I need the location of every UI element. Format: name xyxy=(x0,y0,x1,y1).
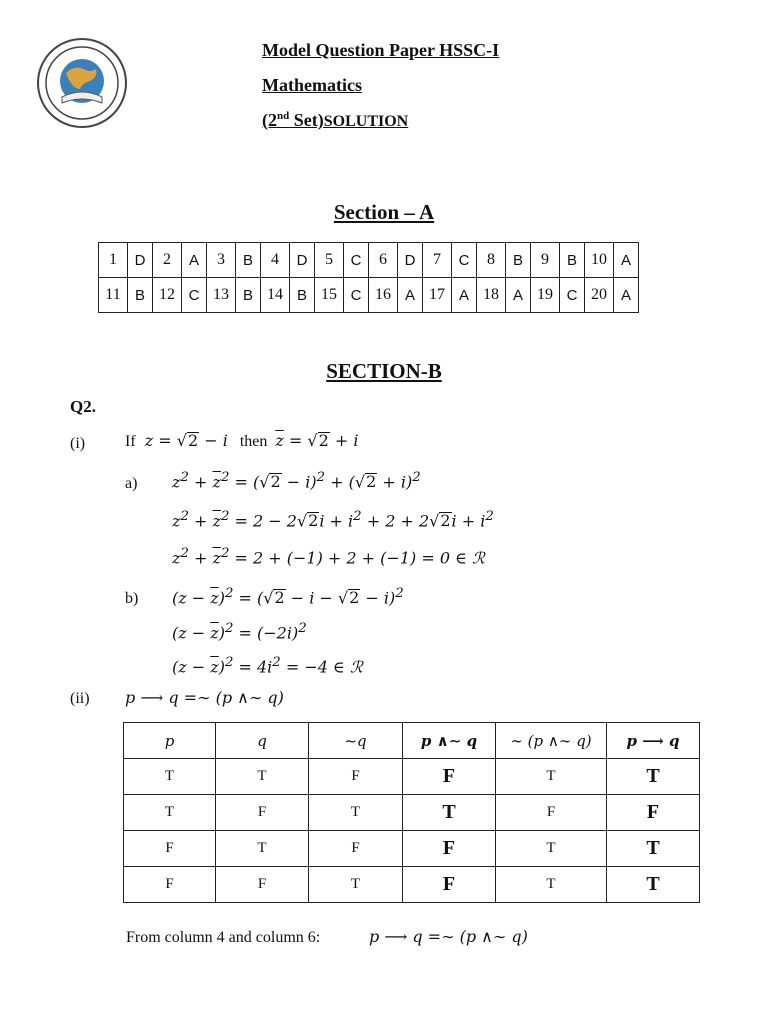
question-number: 5 xyxy=(315,243,344,278)
part-i-statement: If z = √2 − i then $\overline{z} = √2 + i$ xyxy=(125,431,359,450)
equation-b1: $(z - \overline{z})^2 = (√2 - i - √2 - i)^2$ xyxy=(172,586,404,608)
truth-cell: F xyxy=(496,795,607,831)
truth-cell: F xyxy=(607,795,700,831)
truth-cell: F xyxy=(309,831,403,867)
equation-b3: $(z - \overline{z})^2 = 4i^2 = -4$ ∈ ℛ xyxy=(172,655,363,677)
truth-cell: T xyxy=(496,759,607,795)
truth-cell: T xyxy=(607,759,700,795)
answer-letter: A xyxy=(452,278,477,313)
question-number: 16 xyxy=(369,278,398,313)
answer-letter: D xyxy=(398,243,423,278)
truth-cell: F xyxy=(403,831,496,867)
part-i-label: (i) xyxy=(70,435,86,452)
question-number: 7 xyxy=(423,243,452,278)
truth-cell: T xyxy=(216,759,309,795)
answer-row xyxy=(99,243,639,278)
if-text: If xyxy=(125,433,136,450)
question-number: 18 xyxy=(477,278,506,313)
question-number: 10 xyxy=(585,243,614,278)
question-number: 13 xyxy=(207,278,236,313)
truth-cell: T xyxy=(496,867,607,903)
answer-letter: C xyxy=(182,278,207,313)
answer-row xyxy=(99,278,639,313)
part-ii-label: (ii) xyxy=(70,690,90,707)
answer-letter: A xyxy=(614,243,639,278)
truth-table xyxy=(123,722,700,903)
truth-cell: T xyxy=(403,795,496,831)
then-text: then xyxy=(239,433,268,450)
question-number: 12 xyxy=(153,278,182,313)
question-number: 20 xyxy=(585,278,614,313)
truth-cell: F xyxy=(403,867,496,903)
truth-table-row xyxy=(124,867,700,903)
question-number: 17 xyxy=(423,278,452,313)
board-logo xyxy=(36,37,128,129)
set-number: (2 xyxy=(262,110,277,130)
answer-letter: B xyxy=(560,243,585,278)
set-suffix: nd xyxy=(277,110,290,122)
truth-cell: T xyxy=(496,831,607,867)
header-p-implies-q: p ⟶ q xyxy=(607,723,700,759)
answer-letter: A xyxy=(506,278,531,313)
truth-cell: F xyxy=(403,759,496,795)
conclusion-math: p ⟶ q =∼ (p ∧∼ q) xyxy=(369,927,528,946)
question-number: 3 xyxy=(207,243,236,278)
answer-letter: C xyxy=(344,278,369,313)
answer-letter: D xyxy=(128,243,153,278)
question-number: 1 xyxy=(99,243,128,278)
question-number: 4 xyxy=(261,243,290,278)
section-a-title: Section – A xyxy=(333,200,435,224)
question-number: 14 xyxy=(261,278,290,313)
header-not-q: ~q xyxy=(309,723,403,759)
question-number: 15 xyxy=(315,278,344,313)
truth-cell: F xyxy=(216,795,309,831)
equation-a1: $z^2 + \overline{z}^2 = (√2 - i)^2 + (√2 + i)^2$ xyxy=(172,470,421,492)
answer-letter: C xyxy=(452,243,477,278)
set-label: Set) xyxy=(289,110,324,130)
part-ii-statement: p ⟶ q =∼ (p ∧∼ q) xyxy=(125,688,284,707)
truth-cell: T xyxy=(309,795,403,831)
answer-letter: C xyxy=(560,278,585,313)
solution-label: SOLUTION xyxy=(323,113,409,130)
answer-letter: B xyxy=(506,243,531,278)
header-q: q xyxy=(216,723,309,759)
equation-a2: $z^2 + \overline{z}^2 = 2 - 2√2i + i^2 + 2 + 2√2i + i^2$ xyxy=(172,509,494,531)
set-title xyxy=(262,110,408,131)
subject-title: Mathematics xyxy=(262,75,362,95)
answer-letter: B xyxy=(290,278,315,313)
question-number: 6 xyxy=(369,243,398,278)
truth-cell: F xyxy=(309,759,403,795)
conclusion-text: From column 4 and column 6: xyxy=(126,929,321,946)
truth-cell: T xyxy=(607,867,700,903)
question-number: 11 xyxy=(99,278,128,313)
truth-cell: F xyxy=(124,831,216,867)
truth-cell: T xyxy=(309,867,403,903)
equation-b2: $(z - \overline{z})^2 = (-2i)^2$ xyxy=(172,621,307,643)
question-number: 19 xyxy=(531,278,560,313)
header-p: p xyxy=(124,723,216,759)
equation-a3: $z^2 + \overline{z}^2 = 2 + (-1) + 2 + (-1) = 0$ ∈ ℛ xyxy=(172,546,485,568)
truth-cell: F xyxy=(124,867,216,903)
truth-cell: T xyxy=(607,831,700,867)
truth-cell: T xyxy=(124,759,216,795)
header-p-and-not-q: p ∧∼ q xyxy=(403,723,496,759)
section-b-title: SECTION-B xyxy=(326,359,442,383)
truth-cell: T xyxy=(124,795,216,831)
answer-letter: D xyxy=(290,243,315,278)
question-number: 2 xyxy=(153,243,182,278)
answer-letter: A xyxy=(398,278,423,313)
answer-letter: A xyxy=(182,243,207,278)
answer-letter: A xyxy=(614,278,639,313)
paper-title: Model Question Paper HSSC-I xyxy=(262,40,500,60)
truth-table-header xyxy=(124,723,700,759)
answer-letter: C xyxy=(344,243,369,278)
answer-key-table xyxy=(98,242,639,313)
truth-cell: F xyxy=(216,867,309,903)
truth-table-row xyxy=(124,831,700,867)
question-number: 9 xyxy=(531,243,560,278)
truth-table-row xyxy=(124,795,700,831)
answer-letter: B xyxy=(236,243,261,278)
truth-table-row xyxy=(124,759,700,795)
truth-cell: T xyxy=(216,831,309,867)
question-number: 8 xyxy=(477,243,506,278)
answer-letter: B xyxy=(236,278,261,313)
answer-letter: B xyxy=(128,278,153,313)
part-a-label: a) xyxy=(125,475,138,492)
header-not-p-and-not-q: ∼ (p ∧∼ q) xyxy=(496,723,607,759)
question-label: Q2. xyxy=(70,397,96,416)
part-b-label: b) xyxy=(125,590,139,607)
